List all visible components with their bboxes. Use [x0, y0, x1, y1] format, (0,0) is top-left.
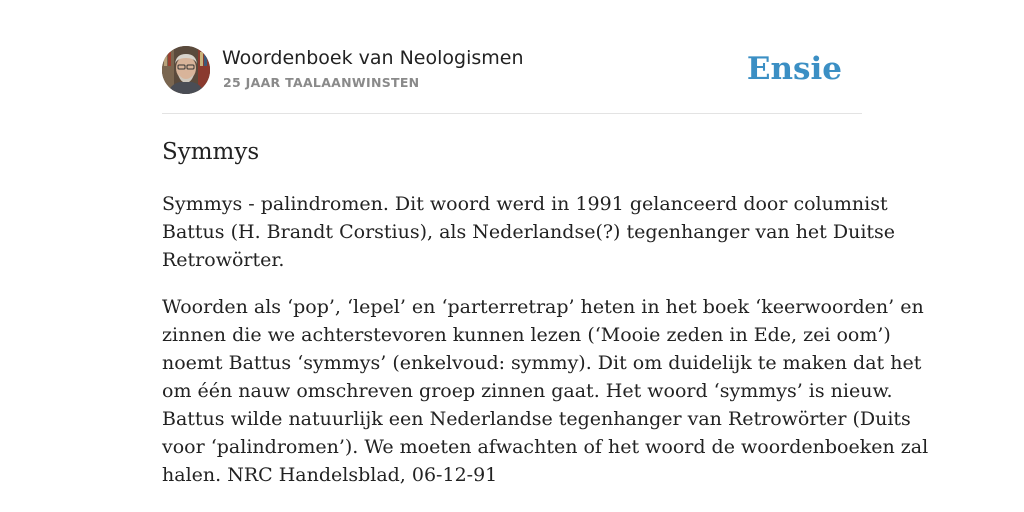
- article-title: Symmys: [162, 139, 260, 165]
- text-line: Battus (H. Brandt Corstius), als Nederlandse(?) tegenhanger van het Duitse: [162, 221, 896, 243]
- site-title[interactable]: Woordenboek van Neologismen: [222, 47, 524, 69]
- avatar-portrait-icon: [162, 46, 210, 94]
- text-line: zinnen die we achterstevoren kunnen lezen (‘Mooie zeden in Ede, zei oom’): [162, 324, 891, 346]
- brand-logo[interactable]: Ensie: [746, 51, 842, 87]
- text-line: noemt Battus ‘symmys’ (enkelvoud: symmy). Dit om duidelijk te maken dat het: [162, 352, 922, 374]
- text-line: Battus wilde natuurlijk een Nederlandse tegenhanger van Retrowörter (Duits: [162, 408, 911, 430]
- article-body: [162, 190, 929, 508]
- site-subtitle: 25 JAAR TAALAANWINSTEN: [223, 75, 420, 90]
- avatar[interactable]: [162, 46, 210, 94]
- text-line: om één nauw omschreven groep zinnen gaat. Het woord ‘symmys’ is nieuw.: [162, 380, 893, 402]
- text-line: Symmys - palindromen. Dit woord werd in 1991 gelanceerd door columnist: [162, 193, 888, 215]
- header-divider: [162, 113, 862, 114]
- text-line: voor ‘palindromen’). We moeten afwachten of het woord de woordenboeken zal: [162, 436, 929, 458]
- paragraph-2: [162, 293, 929, 489]
- paragraph-1: [162, 190, 896, 274]
- text-line: Retrowörter.: [162, 249, 285, 271]
- text-line: halen. NRC Handelsblad, 06-12-91: [162, 464, 498, 486]
- text-line: Woorden als ‘pop’, ‘lepel’ en ‘parterretrap’ heten in het boek ‘keerwoorden’ en: [162, 296, 924, 318]
- site-header: [162, 46, 862, 96]
